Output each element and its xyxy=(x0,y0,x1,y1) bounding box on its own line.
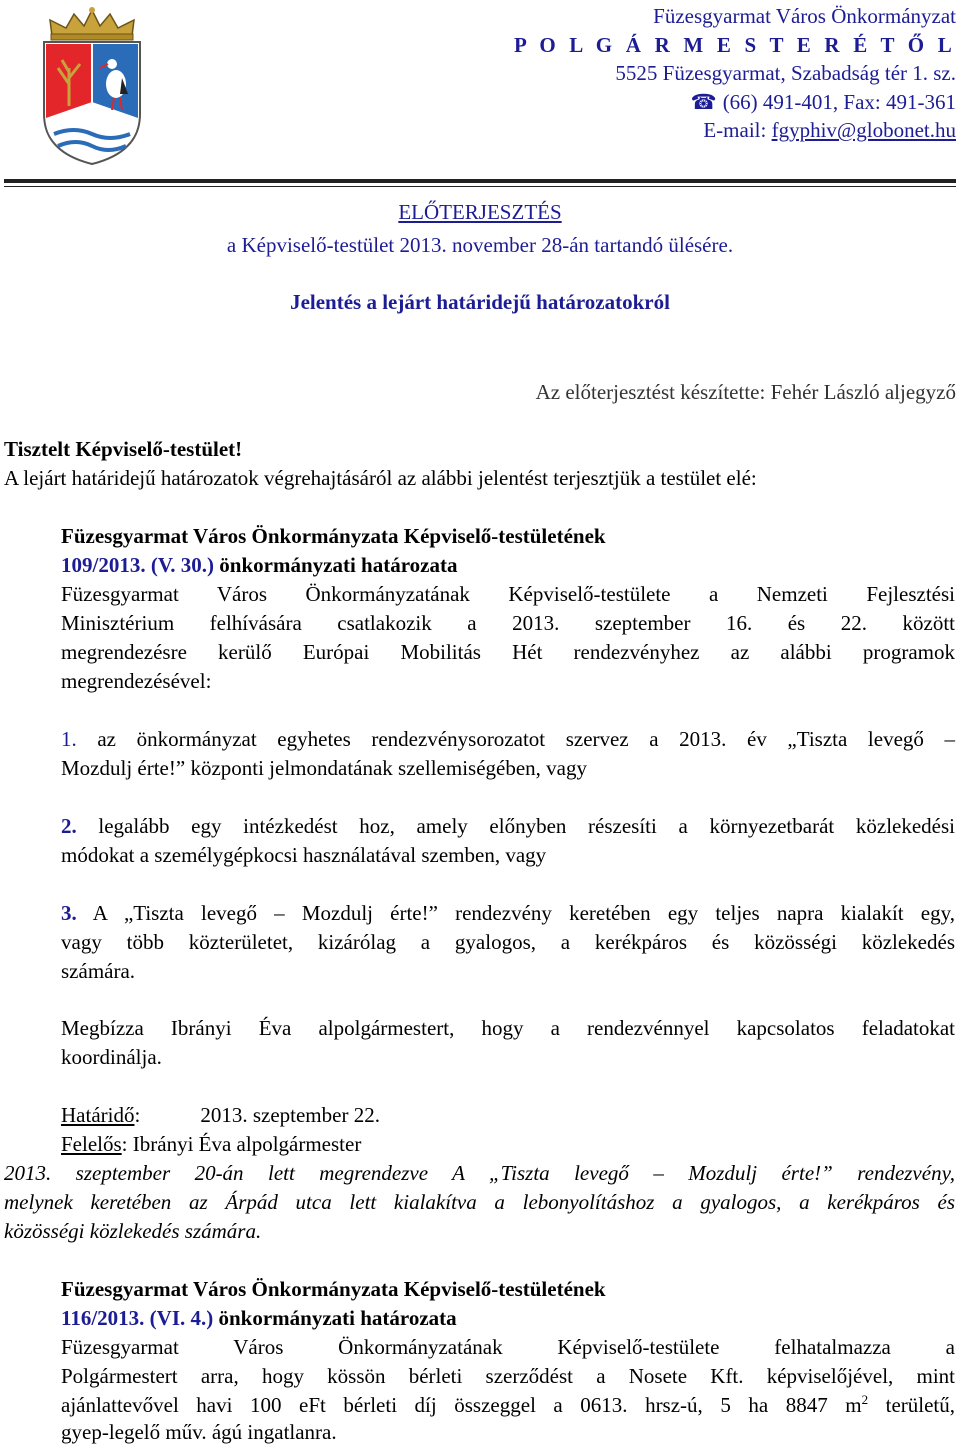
responsible: Felelős: Ibrányi Éva alpolgármester xyxy=(61,1132,362,1156)
program-item-2-cont: módokat a személygépkocsi használatával szemben, vagy xyxy=(61,843,547,867)
mandate-text-cont: koordinálja. xyxy=(61,1045,162,1069)
phone-icon: ☎ xyxy=(690,89,717,114)
program-item-2: 2. legalább egy intézkedést hoz, amely előnyben részesíti a környezetbarát közlekedési xyxy=(61,814,955,838)
program-item-3: 3. A „Tiszta levegő – Mozdulj érte!” rendezvény keretében egy teljes napra kialakít egy, xyxy=(61,901,955,925)
meeting-info: a Képviselő-testület 2013. november 28-án tartandó ülésére. xyxy=(226,233,734,257)
resolution1-line: Füzesgyarmat Város Önkormányzatának Képviselő-testülete a Nemzeti Fejlesztési xyxy=(61,582,955,606)
author-line: Az előterjesztést készítette: Fehér László aljegyző xyxy=(535,380,956,404)
resolution1-number: 109/2013. (V. 30.) önkormányzati határozata xyxy=(61,553,458,577)
program-item-1: 1. az önkormányzat egyhetes rendezvénysorozatot szervez a 2013. év „Tiszta levegő – xyxy=(61,727,955,751)
deadline: Határidő: 2013. szeptember 22. xyxy=(61,1103,380,1127)
program-item-1-cont: Mozdulj érte!” központi jelmondatának szellemiségében, vagy xyxy=(61,756,587,780)
phone-line xyxy=(514,88,956,117)
header-rule-thin xyxy=(4,186,956,187)
document-type: ELŐTERJESZTÉS xyxy=(398,200,562,224)
letterhead xyxy=(514,2,956,145)
resolution2-number: 116/2013. (VI. 4.) önkormányzati határozata xyxy=(61,1306,457,1330)
salutation: Tisztelt Képviselő-testület! xyxy=(4,437,243,461)
resolution2-line: ajánlattevővel havi 100 eFt bérleti díj összeggel a 0613. hrsz-ú, 5 ha 8847 $m^2$ területű, xyxy=(61,1392,955,1417)
coat-of-arms-icon xyxy=(36,6,148,166)
resolution2-line: Füzesgyarmat Város Önkormányzatának Képviselő-testülete felhatalmazza a xyxy=(61,1335,955,1359)
document-topic: Jelentés a lejárt határidejű határozatokról xyxy=(290,290,670,314)
email-line xyxy=(514,116,956,145)
resolution2-title: Füzesgyarmat Város Önkormányzata Képviselő-testületének xyxy=(61,1277,606,1301)
phone-number: (66) 491-401, Fax: 491-361 xyxy=(722,89,956,114)
resolution1-line: megrendezésre kerülő Európai Mobilitás Hét rendezvényhez az alábbi programok xyxy=(61,640,955,664)
resolution2-line: gyep-legelő műv. ágú ingatlanra. xyxy=(61,1420,337,1444)
resolution1-title: Füzesgyarmat Város Önkormányzata Képviselő-testületének xyxy=(61,524,606,548)
report-text: melynek keretében az Árpád utca lett kialakítva a lebonyolításhoz a gyalogos, a kerékpáros és xyxy=(4,1190,955,1214)
address: 5525 Füzesgyarmat, Szabadság tér 1. sz. xyxy=(615,61,956,85)
program-item-3-cont: számára. xyxy=(61,959,136,983)
resolution2-line: Polgármestert arra, hogy kössön bérleti szerződést a Nosete Kft. képviselőjével, mint xyxy=(61,1364,955,1388)
office-name: P O L G Á R M E S T E R É T Ő L xyxy=(514,32,956,57)
program-item-3-cont: vagy több közterületet, kizárólag a gyalogos, a kerékpáros és közösségi közlekedés xyxy=(61,930,955,954)
mandate-text: Megbízza Ibrányi Éva alpolgármestert, hogy a rendezvénnyel kapcsolatos feladatokat xyxy=(61,1016,955,1040)
report-text: 2013. szeptember 20-án lett megrendezve A „Tiszta levegő – Mozdulj érte!” rendezvény, xyxy=(4,1161,955,1185)
report-text: közösségi közlekedés számára. xyxy=(4,1219,262,1243)
resolution1-line: Minisztérium felhívására csatlakozik a 2013. szeptember 16. és 22. között xyxy=(61,611,955,635)
crown-icon xyxy=(50,7,134,40)
header-rule-thick xyxy=(4,179,956,183)
email-label: E-mail: xyxy=(703,118,767,142)
resolution1-line: megrendezésével: xyxy=(61,669,212,693)
email-link[interactable]: fgyphiv@globonet.hu xyxy=(771,118,956,142)
intro-text: A lejárt határidejű határozatok végrehajtásáról az alábbi jelentést terjesztjük a testület elé: xyxy=(4,466,757,490)
org-name: Füzesgyarmat Város Önkormányzat xyxy=(653,4,956,28)
